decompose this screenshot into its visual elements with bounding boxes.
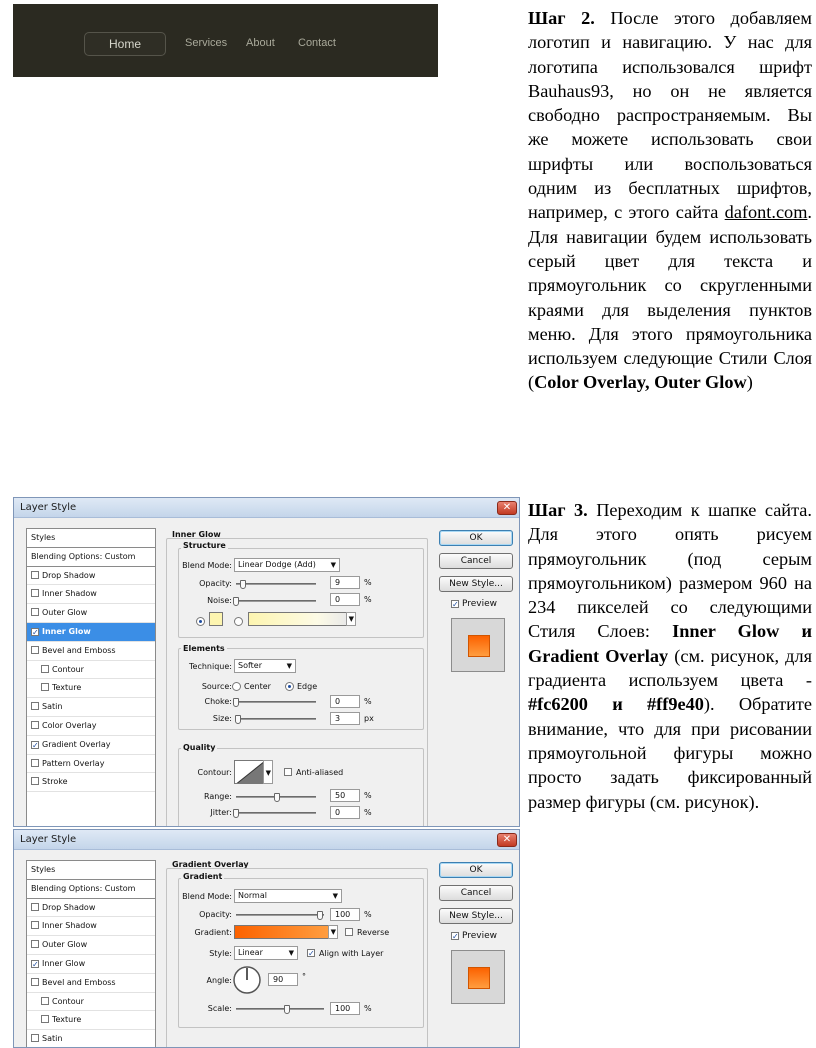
opacity-unit: % <box>364 578 372 587</box>
jitter-input[interactable]: 0 <box>330 806 360 819</box>
blend-mode-select[interactable] <box>234 558 340 572</box>
styles-header[interactable]: Styles <box>27 529 155 548</box>
style-items <box>27 567 155 793</box>
source-edge-label: Edge <box>297 682 318 691</box>
source-label: Source: <box>201 682 232 691</box>
preview-checkbox[interactable]: ✓ <box>452 600 459 609</box>
angle-label: Angle: <box>206 976 232 985</box>
style-item-label: Gradient Overlay <box>42 739 111 749</box>
source-center-label: Center <box>244 682 271 691</box>
dafont-link[interactable]: dafont.com <box>724 202 808 223</box>
technique-label: Technique: <box>189 662 232 671</box>
style-label: Style: <box>209 949 232 958</box>
opacity-input[interactable]: 9 <box>330 576 360 589</box>
choke-input[interactable]: 0 <box>330 695 360 708</box>
scale-label: Scale: <box>207 1004 232 1013</box>
opacity-unit: % <box>364 910 372 919</box>
close-icon[interactable]: ✕ <box>497 501 517 515</box>
style-select[interactable] <box>234 946 298 960</box>
step3-lead: Шаг 3. <box>528 500 588 520</box>
angle-input[interactable]: 90 <box>268 973 298 986</box>
chevron-down-icon: ▼ <box>265 769 271 777</box>
style-item-label: Outer Glow <box>42 940 88 950</box>
gradient-title: Gradient <box>183 872 223 881</box>
style-item-checkbox[interactable] <box>31 589 39 597</box>
solid-color-radio[interactable] <box>196 617 205 626</box>
style-item-label: Contour <box>52 664 84 674</box>
choke-slider-thumb[interactable] <box>233 698 239 707</box>
style-item-label: Pattern Overlay <box>42 758 105 768</box>
scale-slider-thumb[interactable] <box>284 1005 290 1014</box>
nav-bar-mockup <box>13 4 438 77</box>
style-item-label: Satin <box>42 702 63 712</box>
style-item[interactable] <box>27 585 155 604</box>
blend-mode-label: Blend Mode: <box>182 892 232 901</box>
style-value: Linear <box>238 948 263 957</box>
step2-lead: Шаг 2. <box>528 8 595 28</box>
style-item-checkbox[interactable] <box>41 683 49 691</box>
technique-select[interactable] <box>234 659 296 673</box>
style-item-checkbox[interactable] <box>31 646 39 654</box>
scale-input[interactable]: 100 <box>330 1002 360 1015</box>
step3-paragraph <box>528 498 812 814</box>
style-item-label: Contour <box>52 996 84 1006</box>
size-label: Size: <box>212 714 232 723</box>
chevron-down-icon: ▼ <box>330 561 336 569</box>
step2-end: ) <box>746 372 753 393</box>
style-item-checkbox[interactable] <box>31 721 39 729</box>
chevron-down-icon: ▼ <box>332 892 338 900</box>
style-item-checkbox[interactable]: ✓ <box>32 627 39 637</box>
dialog-title: Layer Style <box>20 502 77 513</box>
style-item-label: Inner Shadow <box>42 589 97 599</box>
preview-label: Preview <box>462 599 498 609</box>
style-item-checkbox[interactable]: ✓ <box>32 740 39 750</box>
styles-header[interactable]: Styles <box>27 861 155 880</box>
style-item[interactable] <box>27 642 155 661</box>
blending-options[interactable]: Blending Options: Custom <box>27 880 155 899</box>
scale-unit: % <box>364 1004 372 1013</box>
noise-unit: % <box>364 595 372 604</box>
new-style-button[interactable]: New Style... <box>439 576 513 592</box>
style-item-label: Bevel and Emboss <box>42 645 116 655</box>
style-item[interactable] <box>27 1030 155 1048</box>
style-items <box>27 899 155 1048</box>
layer-style-dialog-gradient-overlay <box>13 829 520 1048</box>
step2-paragraph <box>528 6 812 395</box>
ok-button[interactable]: OK <box>439 862 513 878</box>
range-unit: % <box>364 791 372 800</box>
new-style-button[interactable]: New Style... <box>439 908 513 924</box>
style-item-checkbox[interactable] <box>31 921 39 929</box>
preview-square <box>468 967 490 989</box>
style-item-checkbox[interactable] <box>31 903 39 911</box>
range-input[interactable]: 50 <box>330 789 360 802</box>
style-item[interactable] <box>27 679 155 698</box>
preview-label: Preview <box>462 931 498 941</box>
angle-unit: ° <box>302 972 306 981</box>
choke-unit: % <box>364 697 372 706</box>
style-item-label: Color Overlay <box>42 720 97 730</box>
source-center-radio[interactable] <box>232 682 241 691</box>
style-item-label: Drop Shadow <box>42 570 96 580</box>
style-item-label: Outer Glow <box>42 608 88 618</box>
opacity-label: Opacity: <box>199 579 232 588</box>
reverse-checkbox[interactable] <box>345 928 353 936</box>
style-item[interactable] <box>27 955 155 974</box>
structure-title: Structure <box>183 541 226 550</box>
style-item[interactable] <box>27 736 155 755</box>
preview-toggle[interactable] <box>451 931 497 941</box>
styles-list <box>26 860 156 1048</box>
style-item[interactable] <box>27 717 155 736</box>
opacity-input[interactable]: 100 <box>330 908 360 921</box>
angle-dial-icon[interactable] <box>232 965 262 995</box>
contour-picker[interactable] <box>263 760 273 784</box>
size-slider[interactable] <box>236 718 316 720</box>
contour-curve-icon <box>235 761 264 784</box>
gradient-swatch[interactable] <box>234 925 330 939</box>
nav-about[interactable]: About <box>246 37 275 49</box>
style-item[interactable] <box>27 698 155 717</box>
contour-label: Contour: <box>197 768 232 777</box>
opacity-slider[interactable] <box>236 583 316 585</box>
step3-bold1: Inner Glow и Gradient Overlay <box>528 621 812 666</box>
section-title: Inner Glow <box>172 530 221 539</box>
align-label: Align with Layer <box>319 949 384 958</box>
style-item[interactable] <box>27 899 155 918</box>
step3-body3: ). Обратите внимание, что для при рисовании прямоугольной фигуры можно просто задать фиксированный размер фигуры (см. рисунок). <box>528 694 813 812</box>
choke-label: Choke: <box>204 697 232 706</box>
style-item[interactable] <box>27 993 155 1012</box>
style-item-label: Texture <box>52 1015 82 1025</box>
jitter-slider-thumb[interactable] <box>233 809 239 818</box>
style-item-checkbox[interactable] <box>41 1015 49 1023</box>
jitter-label: Jitter: <box>210 808 232 817</box>
quality-title: Quality <box>183 743 216 752</box>
glow-gradient-swatch[interactable] <box>248 612 348 626</box>
blend-mode-value: Normal <box>238 891 267 900</box>
gradient-picker[interactable] <box>346 612 356 626</box>
gradient-radio[interactable] <box>234 617 243 626</box>
style-item[interactable] <box>27 755 155 774</box>
align-checkbox[interactable]: ✓ <box>308 949 315 958</box>
style-item-checkbox[interactable] <box>31 978 39 986</box>
cancel-button[interactable]: Cancel <box>439 885 513 901</box>
size-unit: px <box>364 714 374 723</box>
style-item[interactable] <box>27 1011 155 1030</box>
style-item[interactable] <box>27 917 155 936</box>
style-item[interactable] <box>27 773 155 792</box>
step2-body2: . Для навигации будем использовать серый цвет для текста и прямоугольник со скругленными краями для выделения пунктов меню. Для этого прямоугольника используем следующие Стили Слоя ( <box>528 202 812 393</box>
chevron-down-icon: ▼ <box>288 949 294 957</box>
gradient-picker[interactable] <box>328 925 338 939</box>
style-item-label: Stroke <box>42 777 68 787</box>
gradient-label: Gradient: <box>194 928 232 937</box>
section-title: Gradient Overlay <box>172 860 249 869</box>
reverse-label: Reverse <box>357 928 390 937</box>
chevron-down-icon: ▼ <box>348 615 354 623</box>
style-item[interactable] <box>27 604 155 623</box>
noise-label: Noise: <box>207 596 232 605</box>
preview-checkbox[interactable]: ✓ <box>452 932 459 941</box>
step2-bold: Color Overlay, Outer Glow <box>534 372 747 393</box>
technique-value: Softer <box>238 661 262 670</box>
opacity-slider-thumb[interactable] <box>317 911 323 920</box>
size-input[interactable]: 3 <box>330 712 360 725</box>
style-item-checkbox[interactable] <box>31 759 39 767</box>
nav-services[interactable]: Services <box>185 37 228 49</box>
noise-slider-thumb[interactable] <box>233 597 239 606</box>
noise-input[interactable]: 0 <box>330 593 360 606</box>
anti-aliased-checkbox[interactable] <box>284 768 292 776</box>
style-item-checkbox[interactable] <box>31 571 39 579</box>
preview-thumbnail <box>451 950 505 1004</box>
range-slider-thumb[interactable] <box>274 793 280 802</box>
style-item-label: Inner Shadow <box>42 921 97 931</box>
size-slider-thumb[interactable] <box>235 715 241 724</box>
preview-thumbnail <box>451 618 505 672</box>
style-item-label: Satin <box>42 1034 63 1044</box>
choke-slider[interactable] <box>236 701 316 703</box>
preview-square <box>468 635 490 657</box>
opacity-slider-thumb[interactable] <box>240 580 246 589</box>
glow-color-swatch[interactable] <box>209 612 223 626</box>
style-item-label: Texture <box>52 683 82 693</box>
contour-preview[interactable] <box>234 760 264 784</box>
chevron-down-icon: ▼ <box>330 928 336 936</box>
blend-mode-label: Blend Mode: <box>182 561 232 570</box>
step3-bold2: #fc6200 и #ff9e40 <box>528 694 704 715</box>
nav-home[interactable]: Home <box>84 32 166 56</box>
close-icon[interactable]: ✕ <box>497 833 517 847</box>
style-item[interactable] <box>27 661 155 680</box>
scale-slider[interactable] <box>236 1008 324 1010</box>
style-item-checkbox[interactable] <box>31 608 39 616</box>
dialog-titlebar <box>14 830 519 850</box>
opacity-slider[interactable] <box>236 914 324 916</box>
jitter-unit: % <box>364 808 372 817</box>
opacity-label: Opacity: <box>199 910 232 919</box>
blend-mode-value: Linear Dodge (Add) <box>238 560 316 569</box>
dialog-titlebar <box>14 498 519 518</box>
anti-aliased-label: Anti-aliased <box>296 768 344 777</box>
style-item-checkbox[interactable]: ✓ <box>32 959 39 969</box>
layer-style-dialog-inner-glow <box>13 497 520 827</box>
nav-contact[interactable]: Contact <box>298 37 336 49</box>
style-item-checkbox[interactable] <box>41 997 49 1005</box>
source-edge-radio[interactable] <box>285 682 294 691</box>
style-item-checkbox[interactable] <box>41 665 49 673</box>
range-label: Range: <box>203 792 232 801</box>
styles-list <box>26 528 156 827</box>
noise-slider[interactable] <box>236 600 316 602</box>
preview-toggle[interactable] <box>451 599 497 609</box>
style-item-label: Inner Glow <box>42 626 91 636</box>
blending-options[interactable]: Blending Options: Custom <box>27 548 155 567</box>
elements-title: Elements <box>183 644 225 653</box>
jitter-slider[interactable] <box>236 812 316 814</box>
step3-body: Переходим к шапке сайта. Для этого опять рисуем прямоугольник (под серым прямоугольником) размером 960 на 234 пикселей со следующими Стиля Слоев: <box>528 500 812 642</box>
style-item-label: Drop Shadow <box>42 902 96 912</box>
style-item[interactable] <box>27 567 155 586</box>
style-item[interactable] <box>27 936 155 955</box>
style-item[interactable] <box>27 623 155 642</box>
step3-body2: (см. рисунок, для градиента используем цвета - <box>528 645 812 691</box>
style-item-label: Inner Glow <box>42 958 86 968</box>
style-item-checkbox[interactable] <box>31 940 39 948</box>
ok-button[interactable]: OK <box>439 530 513 546</box>
blend-mode-select[interactable] <box>234 889 342 903</box>
dialog-title: Layer Style <box>20 834 77 845</box>
style-item-checkbox[interactable] <box>31 777 39 785</box>
chevron-down-icon: ▼ <box>286 662 292 670</box>
cancel-button[interactable]: Cancel <box>439 553 513 569</box>
style-item-label: Bevel and Emboss <box>42 977 116 987</box>
style-item-checkbox[interactable] <box>31 1034 39 1042</box>
style-item[interactable] <box>27 974 155 993</box>
step2-body: После этого добавляем логотип и навигацию. У нас для логотипа использовался шрифт Bauhaus93, но он не является свободно распространяемым. Вы же можете использовать свои шрифты или воспользоваться одним из бесплатных шрифтов, например, с этого сайта <box>528 8 812 223</box>
style-item-checkbox[interactable] <box>31 702 39 710</box>
